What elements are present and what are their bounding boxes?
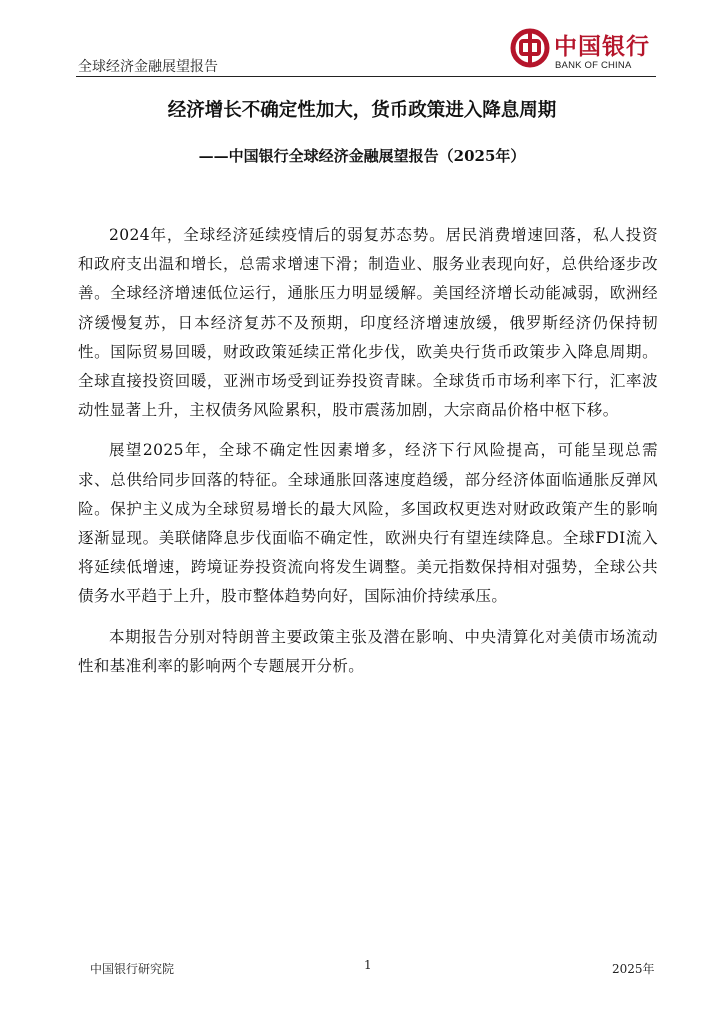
bank-of-china-logo <box>508 26 658 74</box>
body-paragraph: 本期报告分别对特朗普主要政策主张及潜在影响、中央清算化对美债市场流动性和基准利率的影响两个专题展开分析。 <box>78 627 658 675</box>
page-number: 1 <box>364 958 372 972</box>
logo-chinese-name: 中国银行 <box>554 33 650 60</box>
body-paragraph: 展望2025年，全球不确定性因素增多，经济下行风险提高，可能呈现总需求、总供给同步回落的特征。全球通胀回落速度趋缓，部分经济体面临通胀反弹风险。保护主义成为全球贸易增长的最大风险，多国政权更迭对财政政策产生的影响逐渐显现。美联储降息步伐面临不确定性，欧洲央行有望连续降息。全球FDI流入将延续低增速，跨境证券投资流向将发生调整。美元指数保持相对强势，全球公共债务水平趋于上升，股市整体趋势向好，国际油价持续承压。 <box>78 441 658 606</box>
logo-english-name: BANK OF CHINA <box>555 60 632 71</box>
footer-year: 2025年 <box>612 962 655 976</box>
body-paragraph: 2024年，全球经济延续疫情后的弱复苏态势。居民消费增速回落，私人投资和政府支出温和增长，总需求增速下滑；制造业、服务业表现向好，总供给逐步改善。全球经济增速低位运行，通胀压力明显缓解。美国经济增长动能减弱，欧洲经济缓慢复苏，日本经济复苏不及预期，印度经济增速放缓，俄罗斯经济仍保持韧性。国际贸易回暖，财政政策延续正常化步伐，欧美央行货币政策步入降息周期。全球直接投资回暖，亚洲市场受到证券投资青睐。全球货币市场利率下行，汇率波动性显著上升，主权债务风险累积，股市震荡加剧，大宗商品价格中枢下移。 <box>78 226 658 420</box>
document-body <box>78 221 658 692</box>
document-subtitle: ——中国银行全球经济金融展望报告（2025年） <box>198 147 526 165</box>
running-header-title: 全球经济金融展望报告 <box>78 59 218 75</box>
bank-of-china-emblem-icon <box>510 28 550 68</box>
header-divider <box>76 76 656 77</box>
document-title: 经济增长不确定性加大，货币政策进入降息周期 <box>167 100 557 121</box>
footer-institute: 中国银行研究院 <box>90 962 175 976</box>
